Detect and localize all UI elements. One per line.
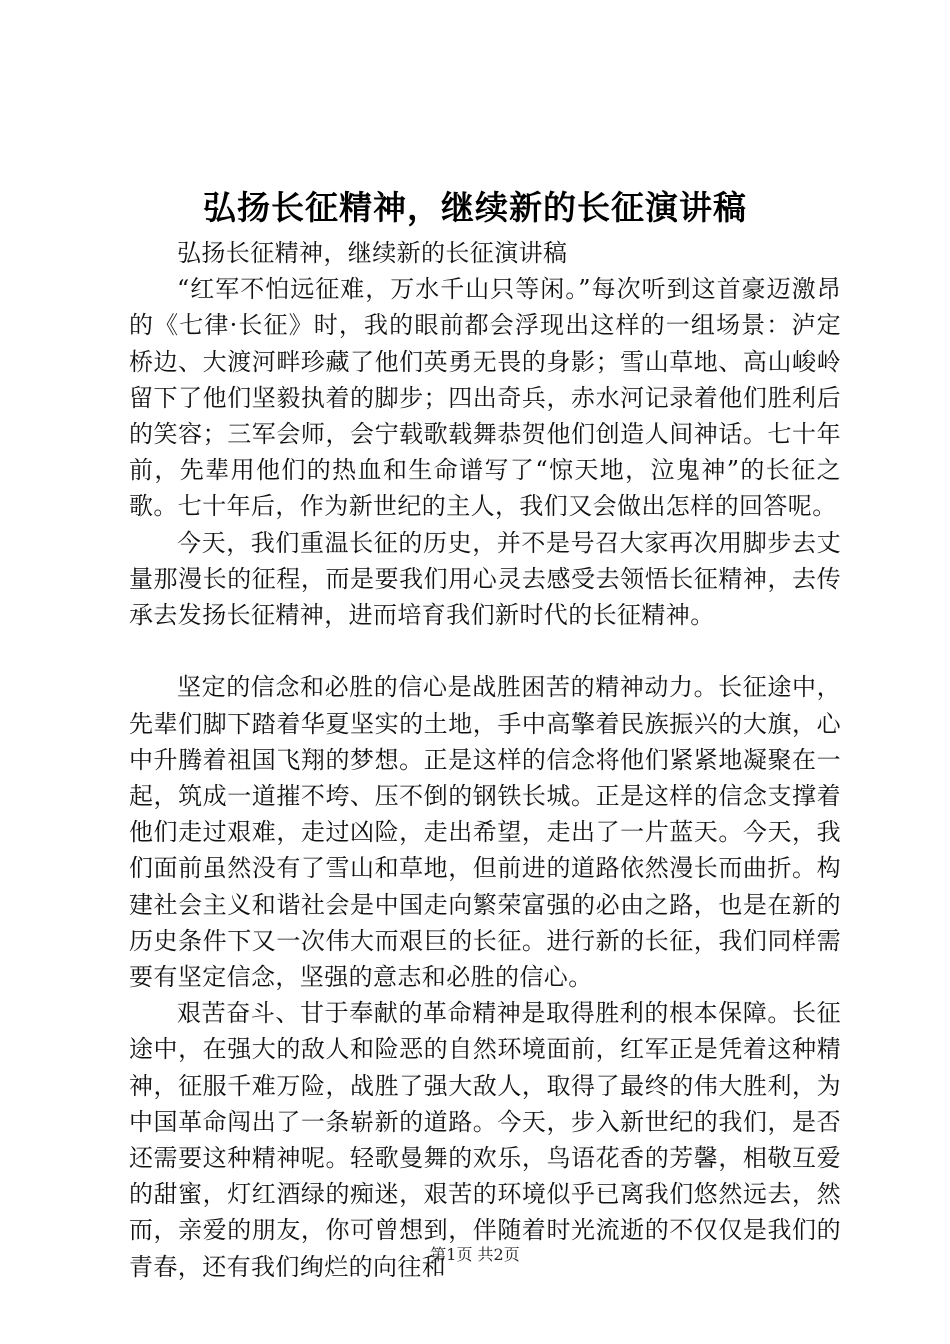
- paragraph-today: 今天，我们重温长征的历史，并不是号召大家再次用脚步去丈量那漫长的征程，而是要我们用心灵去感受去领悟长征精神，去传承去发扬长征精神，进而培育我们新时代的长征精神。: [129, 528, 841, 630]
- page-title: 弘扬长征精神，继续新的长征演讲稿: [203, 188, 747, 227]
- page-number-footer: 第1页 共2页: [430, 1245, 520, 1264]
- paragraph-hardship: 艰苦奋斗、甘于奉献的革命精神是取得胜利的根本保障。长征途中，在强大的敌人和险恶的自然环境面前，红军正是凭着这种精神，征服千难万险，战胜了强大敌人，取得了最终的伟大胜利，为中国革命闯出了一条崭新的道路。今天，步入新世纪的我们，是否还需要这种精神呢。轻歌曼舞的欢乐，鸟语花香的芳馨，相敬互爱的甜蜜，灯红酒绿的痴迷，艰苦的环境似乎已离我们悠然远去，然而，亲爱的朋友，你可曾想到，伴随着时光流逝的不仅仅是我们的青春，还有我们绚烂的向往和: [129, 999, 841, 1281]
- paragraph-gap: [129, 633, 841, 669]
- paragraph-intro: “红军不怕远征难，万水千山只等闲。”每次听到这首豪迈激昂的《七律·长征》时，我的眼前都会浮现出这样的一组场景：泸定桥边、大渡河畔珍藏了他们英勇无畏的身影；雪山草地、高山峻岭留下了他们坚毅执着的脚步；四出奇兵，赤水河记录着他们胜利后的笑容；三军会师，会宁载歌载舞恭贺他们创造人间神话。七十年前，先辈用他们的热血和生命谱写了“惊天地，泣鬼神”的长征之歌。七十年后，作为新世纪的主人，我们又会做出怎样的回答呢。: [129, 275, 841, 521]
- paragraph-belief: 坚定的信念和必胜的信心是战胜困苦的精神动力。长征途中，先辈们脚下踏着华夏坚实的土地，手中高擎着民族振兴的大旗，心中升腾着祖国飞翔的梦想。正是这样的信念将他们紧紧地凝聚在一起，筑成一道摧不垮、压不倒的钢铁长城。正是这样的信念支撑着他们走过艰难，走过凶险，走出希望，走出了一片蓝天。今天，我们面前虽然没有了雪山和草地，但前进的道路依然漫长而曲折。构建社会主义和谐社会是中国走向繁荣富强的必由之路，也是在新的历史条件下又一次伟大而艰巨的长征。进行新的长征，我们同样需要有坚定信念，坚强的意志和必胜的信心。: [129, 673, 841, 992]
- document-body: [129, 235, 841, 1285]
- paragraph-subtitle: 弘扬长征精神，继续新的长征演讲稿: [177, 239, 568, 267]
